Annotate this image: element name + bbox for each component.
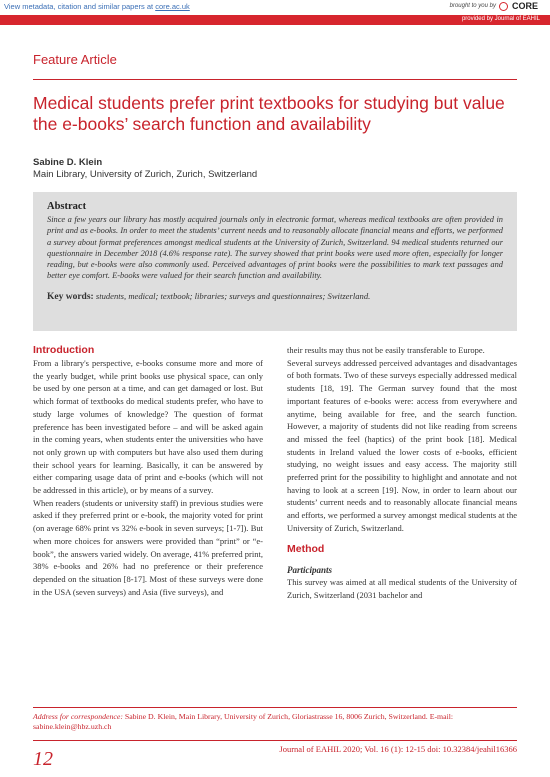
intro-paragraph-2: When readers (students or university staff) in previous studies were asked if they preferred print or e-book, the majority voted for print (on average 68% print vs 32% e-book in seven surveys; [1-7]). But when more choices for answers were provided than “print” or “e-book”, the answers varied widely. On average, 41% preferred print, 38% e-books and 26% had no preference or their preference depended on the situation [8-17]. Most of these surveys were done in the USA (seven surveys) and Asia (five surveys), and [33,497,263,597]
keywords-text: students, medical; textbook; libraries; surveys and questionnaires; Switzerland. [95,290,371,301]
intro-paragraph-3: their results may thus not be easily transferable to Europe. [287,345,485,355]
column-right [287,344,517,602]
core-banner [0,0,550,15]
header-rule [33,79,517,80]
abstract-text: Since a few years our library has mostly acquired journals only in electronic format, whereas medical textbooks are often provided in print and as e-books. In order to meet the students’ current needs and to reasonably allocate financial means and efforts, we performed a survey about format preferences amongst medical students at the University of Zurich, Switzerland. 94 medical students returned our questionnaire in December 2018 (4.6% response rate). The survey showed that print books were used more often, especially for longer reading, but e-books were also commonly used. Perceived advantages of print books were the possibilities to mark text passages and better eye comfort. E-books were valued for their search function and availability. [47,215,503,281]
column-left [33,344,263,598]
correspondence-label: Address for correspondence: [33,712,123,721]
intro-paragraph-1: From a library's perspective, e-books consume more and more of the yearly budget, while print books use physical space, can only be used by one person at a time, and can get damaged or lost. But which format of textbooks do medical students prefer, who have to study large volumes of knowledge? The question of format preference has been investigated before – and will be asked again in the coming years, when students enter the universities who have not only grown up with computers but have also used them during their school years for learning. Basically, it can be answered by either comparing usage data of print and e-books (which will not be addressed in this article), or by means of a survey. [33,358,263,496]
participants-heading: Participants [287,564,333,575]
author-affiliation: Main Library, University of Zurich, Zurich, Switzerland [33,169,258,180]
provided-by-text[interactable]: provided by Journal of EAHIL [461,16,540,22]
correspondence-text: Sabine D. Klein, Main Library, University of Zurich, Gloriastrasse 16, 8006 Zurich, Switzerland. E-mail: sabine.klein@hbz.uzh.ch [33,712,454,731]
method-paragraph: This survey was aimed at all medical students of the University of Zurich, Switzerland (2031 bachelor and [287,577,517,600]
section-spacer [287,535,517,543]
abstract-heading: Abstract [47,201,87,212]
correspondence [33,712,517,732]
introduction-heading: Introduction [33,344,95,356]
correspondence-rule [33,707,517,708]
provided-by-bar [0,15,550,25]
footer-rule [33,740,517,741]
core-brought-by[interactable] [450,1,538,11]
section-spacer [287,556,517,564]
article-title: Medical students prefer print textbooks for studying but value the e-books’ search function and availability [33,93,505,134]
page-number: 12 [33,748,53,770]
core-metadata-text: View metadata, citation and similar papers at [4,2,156,11]
intro-paragraph-4: Several surveys addressed perceived advantages and disadvantages of both formats. Two of these surveys especially addressed medical students [18, 19]. The German survey found that the most important features of e-books were: access from everywhere and anytime, being available for free, and the search function. However, a majority of students did not like reading from screens and missed the feel (haptics) of the print book [18]. Medical students in Ireland valued the lower costs of e-books, efficient studying, no weight issues and easy access. The majority still preferred print for the possibility to highlight and annotate and not having to look at a screen [19]. Now, in order to learn about our students’ current needs and to reasonably allocate financial means and efforts, we performed a survey amongst medical students at the University of Zurich, Switzerland. [287,357,517,533]
core-logo-icon [499,2,508,11]
feature-label: Feature Article [33,52,117,67]
keywords [47,291,503,302]
keywords-label: Key words: [47,291,94,302]
core-logo: CORE [511,1,538,11]
author-name: Sabine D. Klein [33,157,103,168]
journal-citation: Journal of EAHIL 2020; Vol. 16 (1): 12-15 doi: 10.32384/jeahil16366 [279,744,517,754]
brought-by-text: brought to you by [449,3,496,9]
core-metadata-link[interactable] [4,2,190,11]
core-link[interactable]: core.ac.uk [155,2,190,11]
abstract-box [33,192,517,331]
method-heading: Method [287,542,325,555]
